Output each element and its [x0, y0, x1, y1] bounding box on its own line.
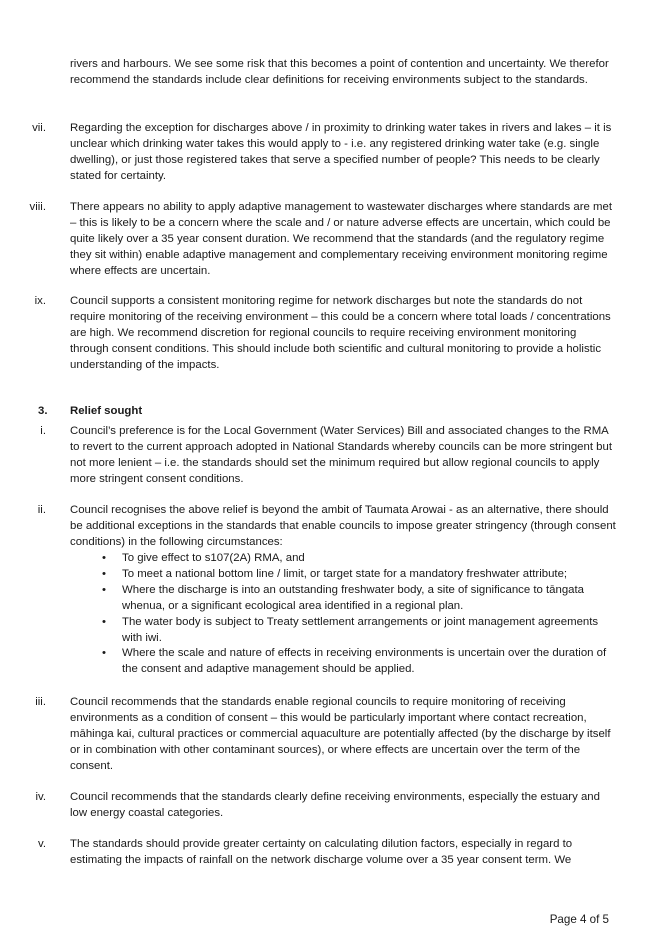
list-item — [70, 424, 618, 488]
item-text: Council supports a consistent monitoring regime for network discharges but note the standards do not require monitoring of the receiving environment – this could be a concern where total loads / concentrations are high. We recommend discretion for regional councils to require receiving environment monitoring through consent conditions. This should include both scientific and cultural monitoring to provide a holistic understanding of the impacts. — [70, 295, 611, 371]
bullet-text: The water body is subject to Treaty settlement arrangements or joint management agreements with iwi. — [122, 615, 599, 644]
bullet-item — [102, 615, 612, 647]
item-text: The standards should provide greater certainty on calculating dilution factors, especially in regard to estimating the impacts of rainfall on the network discharge volume over a 35 year consent term. We — [70, 838, 573, 866]
item-number: iii. — [35, 696, 46, 708]
bullet-icon: • — [102, 615, 106, 628]
bullet-item — [102, 567, 612, 583]
item-text: Council recognises the above relief is beyond the ambit of Taumata Arowai - as an alternative, there should be additional exceptions in the standards that enable councils to impose greater stringency (through consent conditions) in the following circumstances: — [70, 504, 616, 548]
bullet-text: Where the discharge is into an outstanding freshwater body, a site of significance to tāngata whenua, or a significant ecological area identified in a regional plan. — [122, 583, 585, 612]
item-text: Council’s preference is for the Local Government (Water Services) Bill and associated changes to the RMA to revert to the current approach adopted in National Standards whereby councils can be more stringent but not more lenient – i.e. the standards should set the minimum required but allow regional councils to apply more stringent consent conditions. — [70, 425, 613, 485]
bullet-item — [102, 583, 612, 615]
bullet-item — [102, 646, 612, 678]
list-item — [70, 790, 618, 822]
item-number: i. — [40, 425, 46, 437]
bullet-item — [102, 551, 612, 567]
item-number: iv. — [35, 791, 46, 803]
page-number: Page 4 of 5 — [549, 913, 609, 926]
bullet-text: To meet a national bottom line / limit, or target state for a mandatory freshwater attribute; — [122, 567, 568, 580]
item-number: viii. — [29, 201, 46, 213]
list-item — [70, 837, 618, 869]
list-item — [70, 695, 618, 775]
item-text: Regarding the exception for discharges above / in proximity to drinking water takes in rivers and lakes – it is unclear which drinking water takes this would apply to - i.e. any registered drinking water take (e.g. single dwelling), or just those registered takes that serve a specified number of people? This needs to be clearly stated for certainty. — [70, 122, 612, 182]
item-number: ix. — [34, 295, 46, 307]
bullet-icon: • — [102, 552, 106, 564]
bullet-icon: • — [102, 583, 106, 596]
bullet-text: To give effect to s107(2A) RMA, and — [122, 552, 305, 564]
item-text: Council recommends that the standards enable regional councils to require monitoring of receiving environments as a condition of consent – this would be particularly important where contact recreation, māhinga kai, cultural practices or commercial aquaculture are potentially affected (by the discharge by itself or in combination with other contaminant sources), or where effects are uncertain over the term of the consent. — [70, 696, 611, 772]
list-item — [70, 121, 618, 185]
bullet-list — [102, 551, 612, 678]
list-item — [70, 294, 618, 374]
paragraph-text: rivers and harbours. We see some risk that this becomes a point of contention and uncertainty. We therefor recommend the standards include clear definitions for receiving environments subject to the standards. — [70, 58, 609, 86]
section-number: 3. — [38, 405, 48, 417]
item-number: v. — [37, 838, 46, 850]
continuation-paragraph — [70, 57, 618, 89]
list-item — [70, 200, 618, 280]
section-heading: Relief sought — [70, 405, 143, 417]
item-number: ii. — [37, 504, 46, 516]
item-text: Council recommends that the standards clearly define receiving environments, especially the estuary and low energy coastal categories. — [70, 791, 600, 819]
bullet-text: Where the scale and nature of effects in receiving environments is uncertain over the duration of the consent and adaptive management should be applied. — [122, 647, 607, 676]
list-item — [70, 503, 618, 551]
item-number: vii. — [32, 122, 46, 134]
item-text: There appears no ability to apply adaptive management to wastewater discharges where standards are met – this is likely to be a concern where the scale and / or nature adverse effects are uncertain, which could be quite likely over a 35 year consent duration. We recommend that the standards (and the regulatory regime they sit within) enable adaptive management and complementary receiving environment monitoring regime where effects are uncertain. — [70, 201, 612, 277]
bullet-icon: • — [102, 647, 106, 660]
bullet-icon: • — [102, 567, 106, 580]
